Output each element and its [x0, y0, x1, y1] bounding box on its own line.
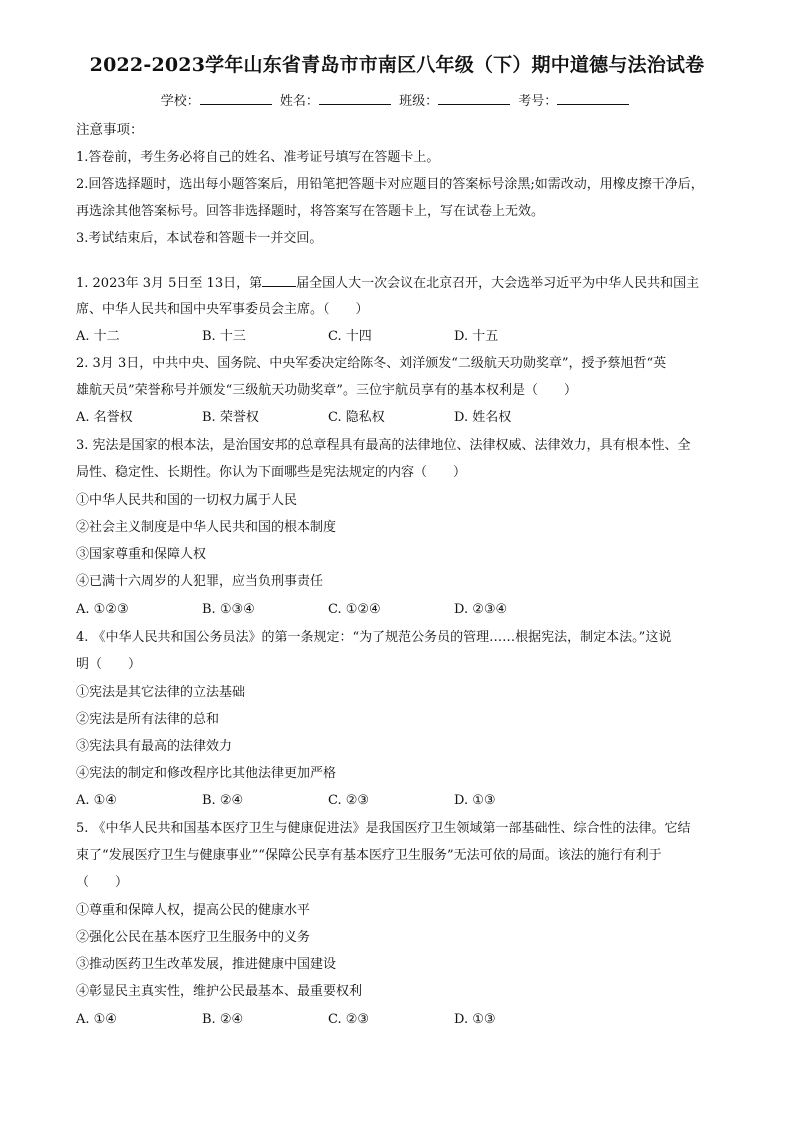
- question-3-line: 局性、稳定性、长期性。你认为下面哪些是宪法规定的内容（ ）: [76, 465, 467, 480]
- student-info-line: [0, 90, 794, 109]
- option-d[interactable]: D. 姓名权: [454, 410, 512, 425]
- notice-item: 1.答卷前，考生务必将自己的姓名、准考证号填写在答题卡上。: [76, 150, 440, 165]
- question-5-statement: ①尊重和保障人权，提高公民的健康水平: [76, 903, 311, 918]
- exam-number-blank[interactable]: [557, 92, 629, 105]
- question-5-line: 5. 《中华人民共和国基本医疗卫生与健康促进法》是我国医疗卫生领域第一部基础性、综合性的法律。它结: [76, 821, 691, 836]
- exam-number-label: 考号：: [518, 94, 558, 109]
- school-blank[interactable]: [200, 92, 272, 105]
- question-1-line: [76, 273, 746, 294]
- name-label: 姓名：: [279, 94, 319, 109]
- question-5-statement: ③推动医药卫生改革发展，推进健康中国建设: [76, 957, 337, 972]
- question-3-statement: ④已满十六周岁的人犯罪，应当负刑事责任: [76, 574, 324, 589]
- school-label: 学校：: [160, 94, 200, 109]
- option-b[interactable]: B. 荣誉权: [202, 410, 259, 425]
- notice-heading: 注意事项：: [76, 122, 144, 138]
- question-1-text-end: 届全国人大一次会议在北京召开，大会选举习近平为中华人民共和国主: [296, 276, 700, 291]
- option-a[interactable]: A. ①②③: [76, 602, 129, 617]
- question-4-statement: ④宪法的制定和修改程序比其他法律更加严格: [76, 766, 337, 781]
- option-a[interactable]: A. 名誉权: [76, 410, 133, 425]
- option-b[interactable]: B. ②④: [202, 1012, 244, 1027]
- question-5-line: （ ）: [76, 875, 129, 890]
- option-c[interactable]: C. ②③: [328, 1012, 370, 1027]
- question-3-statement: ①中华人民共和国的一切权力属于人民: [76, 493, 298, 508]
- question-1-line: 席、中华人民共和国中央军事委员会主席。（ ）: [76, 302, 369, 317]
- exam-title: 2022-2023学年山东省青岛市市南区八年级（下）期中道德与法治试卷: [89, 54, 705, 76]
- question-5-statement: ②强化公民在基本医疗卫生服务中的义务: [76, 930, 311, 945]
- option-d[interactable]: D. ①③: [454, 793, 496, 808]
- question-3-line: 3. 宪法是国家的根本法，是治国安邦的总章程具有最高的法律地位、法律权威、法律效力，具有根本性、全: [76, 438, 691, 453]
- class-label: 班级：: [399, 94, 439, 109]
- question-4-line: 明（ ）: [76, 657, 142, 672]
- notice-item: 3.考试结束后，本试卷和答题卡一并交回。: [76, 231, 323, 246]
- question-4-line: 4. 《中华人民共和国公务员法》的第一条规定：“为了规范公务员的管理……根据宪法，制定本法。”这说: [76, 630, 672, 645]
- option-d[interactable]: D. ②③④: [454, 602, 508, 617]
- option-c[interactable]: C. ②③: [328, 793, 370, 808]
- question-5-line: 束了“发展医疗卫生与健康事业”“保障公民享有基本医疗卫生服务”无法可依的局面。该法的施行有利于: [76, 848, 662, 863]
- question-3-statement: ③国家尊重和保障人权: [76, 547, 207, 562]
- option-c[interactable]: C. 隐私权: [328, 410, 385, 425]
- question-5-statement: ④彰显民主真实性，维护公民最基本、最重要权利: [76, 984, 363, 999]
- option-b[interactable]: B. 十三: [202, 329, 246, 344]
- option-c[interactable]: C. ①②④: [328, 602, 381, 617]
- class-blank[interactable]: [438, 92, 510, 105]
- question-4-statement: ①宪法是其它法律的立法基础: [76, 685, 246, 700]
- option-a[interactable]: A. 十二: [76, 329, 120, 344]
- question-4-statement: ②宪法是所有法律的总和: [76, 712, 220, 727]
- option-b[interactable]: B. ②④: [202, 793, 244, 808]
- option-b[interactable]: B. ①③④: [202, 602, 255, 617]
- question-1-blank: [262, 273, 296, 287]
- notice-item: 再选涂其他答案标号。回答非选择题时，将答案写在答题卡上，写在试卷上无效。: [76, 204, 545, 219]
- option-a[interactable]: A. ①④: [76, 793, 117, 808]
- option-d[interactable]: D. 十五: [454, 329, 499, 344]
- question-3-statement: ②社会主义制度是中华人民共和国的根本制度: [76, 520, 337, 535]
- question-1-text-start: 1. 2023年 3月 5日至 13日，第: [76, 276, 263, 291]
- option-a[interactable]: A. ①④: [76, 1012, 117, 1027]
- question-2-line: 雄航天员”荣誉称号并颁发“三级航天功勋奖章”。三位宇航员享有的基本权利是（ ）: [76, 383, 577, 398]
- question-2-line: 2. 3月 3日，中共中央、国务院、中央军委决定给陈冬、刘洋颁发“二级航天功勋奖章”，授予蔡旭哲“英: [76, 356, 667, 371]
- name-blank[interactable]: [319, 92, 391, 105]
- option-c[interactable]: C. 十四: [328, 329, 372, 344]
- question-4-statement: ③宪法具有最高的法律效力: [76, 739, 233, 754]
- notice-item: 2.回答选择题时，选出每小题答案后，用铅笔把答题卡对应题目的答案标号涂黑;如需改动，用橡皮擦干净后，: [76, 177, 704, 192]
- option-d[interactable]: D. ①③: [454, 1012, 496, 1027]
